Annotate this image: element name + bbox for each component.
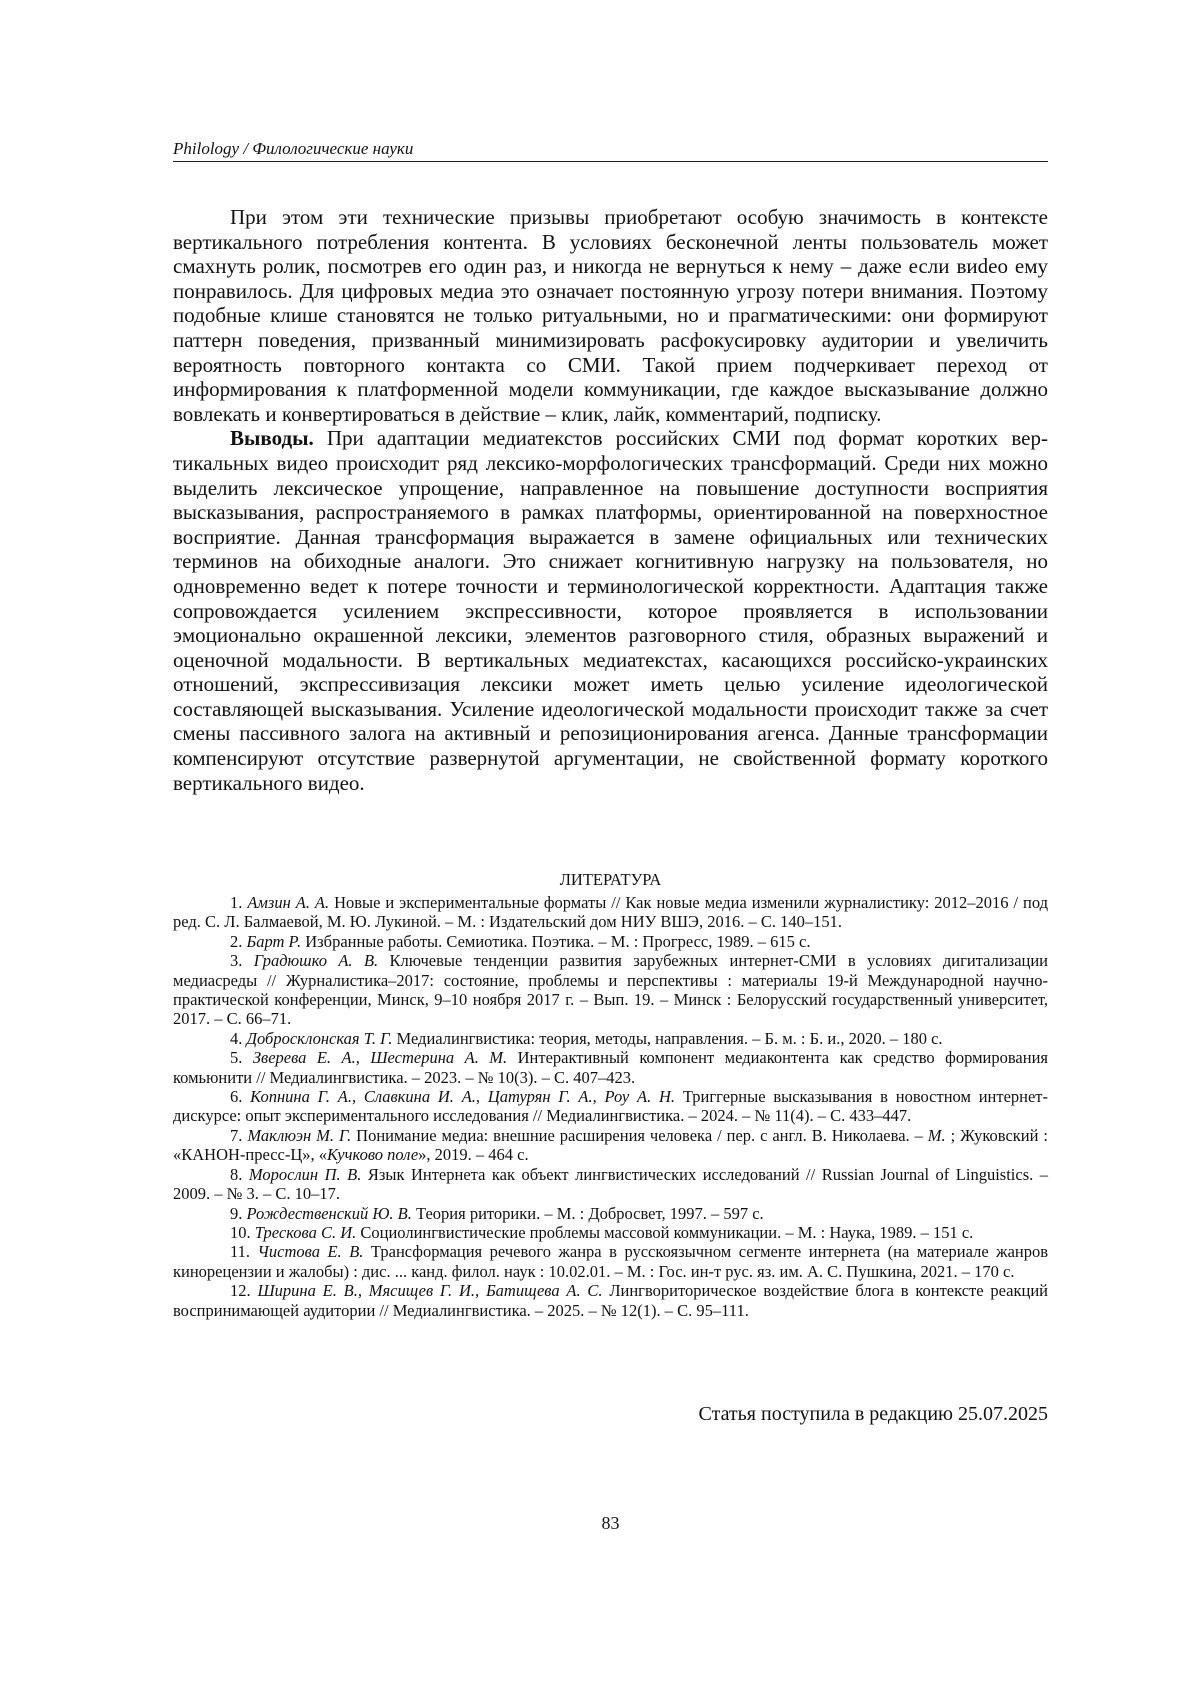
body-paragraph: При этом эти технические призывы приобретают особую значимость в контексте вертикального потребления контента. В условиях бесконечной ленты пользователь может смахнуть ролик, посмотрев его один раз, и никогда не вернуться к нему – даже если виdео ему понравилось. Для цифровых медиа это означает постоянную угрозу потери внимания. Поэтому подобные клише становятся не только ритуальными, но и прагматическими: они формируют паттерн поведения, призванный минимизировать расфокусировку аудитории и увеличить вероятность повторного контакта со СМИ. Такой прием подчеркивает переход от информирования к платформенной модели коммуникации, где каждое высказывание должно вовлекать и конвертироваться в действие – клик, лайк, комментарий, подписку.	[173, 205, 1048, 426]
reference-item	[173, 1204, 1048, 1223]
reference-text: Триггерные высказывания в новостном интернет-дискурсе: опыт экспериментального исследования // Медиалингвистика. – 2024. – № 11(4). – С. 433–447.	[173, 1087, 1048, 1126]
reference-author: Трескова С. И.	[254, 1222, 357, 1242]
reference-author: Добросклонская Т. Г.	[246, 1028, 393, 1048]
reference-author: Рождественский Ю. В.	[246, 1203, 412, 1223]
reference-number: 1.	[230, 893, 243, 912]
reference-item	[173, 1242, 1048, 1281]
reference-author: Градюшко А. В.	[253, 951, 379, 971]
reference-number: 4.	[230, 1028, 243, 1048]
reference-item	[173, 932, 1048, 951]
reference-italic-city: М.	[927, 1125, 946, 1145]
reference-text: Понимание медиа: внешние расширения человека / пер. с англ. В. Николаева. –	[351, 1125, 928, 1145]
references-title: ЛИТЕРАТУРА	[559, 870, 662, 889]
reference-italic-publisher: Кучково поле	[327, 1145, 419, 1165]
reference-text: Теория риторики. – М. : Добросвет, 1997. – 597 с.	[411, 1203, 764, 1223]
reference-text: Ключевые тенденции развития зарубежных интернет-СМИ в условиях дигитализации медиасреды // Журналистика–2017: состояние, проблемы и перспективы : материалы 19-й Международной научно-практической конференции, Минск, 9–10 ноября 2017 г. – Вып. 19. – Минск : Белорусский государственный университет, 2017. – С. 66–71.	[173, 951, 1049, 1029]
reference-number: 3.	[230, 951, 243, 971]
reference-item	[173, 1087, 1048, 1126]
reference-text: Социолингвистические проблемы массовой коммуникации. – М. : Наука, 1989. – 151 с.	[356, 1222, 974, 1242]
reference-text: Медиалингвистика: теория, методы, направления. – Б. м. : Б. и., 2020. – 180 с.	[392, 1028, 943, 1048]
reference-item	[173, 951, 1048, 1029]
reference-number: 10.	[230, 1222, 251, 1242]
running-header: Philology / Филологические науки	[173, 139, 1048, 162]
reference-number: 8.	[230, 1164, 243, 1184]
reference-item	[173, 1126, 1048, 1165]
reference-author: Морослин П. В.	[248, 1164, 362, 1184]
conclusions-text: При адаптации медиатекстов российских СМИ под формат коротких вертикальных видео происходит ряд лексико-морфологических трансформаций. Среди них можно выделить лексическое упрощение, направленное на повышение доступности восприятия высказывания, распространяемого в рамках платформы, ориентированной на поверхностное восприятие. Данная трансформация выражается в замене официальных или технических терминов на обиходные аналоги. Это снижает когнитивную нагрузку на пользователя, но одновременно ведет к потере точности и терминологической корректности. Адаптация также сопровождается усилением экспрессивности, которое проявляется в использовании эмоционально окрашенной лексики, элементов разговорного стиля, образных выражений и оценочной модальности. В вертикальных медиатекстах, касающихся российско-украинских отношений, экспрессивизация лексики может иметь целью усиление идеологической составляющей высказывания. Усиление идеологической модальности происходит также за счет смены пассивного залога на активный и репозиционирования агенса. Данные трансформации компенсируют отсутствие развернутой аргументации, не свойственной формату короткого вертикального видео.	[173, 426, 1048, 795]
reference-text-end: », 2019. – 464 с.	[418, 1145, 529, 1165]
reference-text-continued: ; Жуковский : «КАНОН-пресс-Ц», «	[173, 1125, 1048, 1165]
reference-author: Чистова Е. В.	[257, 1242, 364, 1262]
page-number: 83	[601, 1513, 620, 1533]
reference-text: Трансформация речевого жанра в русскоязычном сегменте интернета (на материале жанров кинорецензии и жалобы) : дис. ... канд. филол. наук : 10.02.01. – М. : Гос. ин-т рус. яз. им. А. С. Пушкина, 2021. – 170 с.	[173, 1242, 1049, 1281]
reference-number: 5.	[230, 1048, 243, 1068]
reference-text: Новые и экспериментальные форматы // Как новые медиа изменили журналистику: 2012–2016 / под ред. С. Л. Балмаевой, М. Ю. Лукиной. – М. : Издательский дом НИУ ВШЭ, 2016. – С. 140–151.	[173, 893, 1049, 932]
reference-author: Ширина Е. В., Мясищев Г. И., Батищева А. С.	[257, 1281, 603, 1301]
reference-number: 6.	[230, 1087, 243, 1107]
reference-number: 11.	[230, 1242, 251, 1262]
reference-text: Интерактивный компонент медиаконтента как средство формирования комьюнити // Медиалингвистика. – 2023. – № 10(3). – С. 407–423.	[173, 1048, 1049, 1087]
reference-author: Амзин А. А.	[247, 893, 330, 912]
reference-text: Язык Интернета как объект лингвистических исследований // Russian Journal of Linguistics. – 2009. – № 3. – С. 10–17.	[173, 1164, 1048, 1204]
reference-item	[173, 1281, 1048, 1320]
article-body	[173, 205, 1048, 795]
reference-item	[173, 893, 1048, 932]
reference-text: Лингвориторическое воздействие блога в контексте реакций воспринимающей аудитории // Медиалингвистика. – 2025. – № 12(1). – С. 95–111.	[173, 1281, 1048, 1320]
reference-author: Зверева Е. А., Шестерина А. М.	[252, 1048, 508, 1068]
reference-item	[173, 1029, 1048, 1048]
reference-text: Избранные работы. Семиотика. Поэтика. – М. : Прогресс, 1989. – 615 с.	[301, 931, 811, 951]
reference-number: 2.	[230, 931, 243, 951]
reference-author: Маклюэн М. Г.	[247, 1125, 352, 1145]
reference-number: 9.	[230, 1203, 243, 1223]
reference-author: Копнина Г. А., Славкина И. А., Цатурян Г. А., Роу А. Н.	[250, 1087, 676, 1107]
reference-number: 7.	[230, 1125, 243, 1145]
references-list	[173, 893, 1048, 1320]
reference-author: Барт Р.	[246, 931, 302, 951]
reference-item	[173, 1165, 1048, 1204]
conclusions-paragraph	[173, 426, 1048, 795]
received-date-note: Статья поступила в редакцию 25.07.2025	[698, 1403, 1048, 1425]
reference-number: 12.	[230, 1281, 251, 1301]
reference-item	[173, 1048, 1048, 1087]
conclusions-label: Выводы.	[230, 426, 314, 451]
reference-item	[173, 1223, 1048, 1242]
